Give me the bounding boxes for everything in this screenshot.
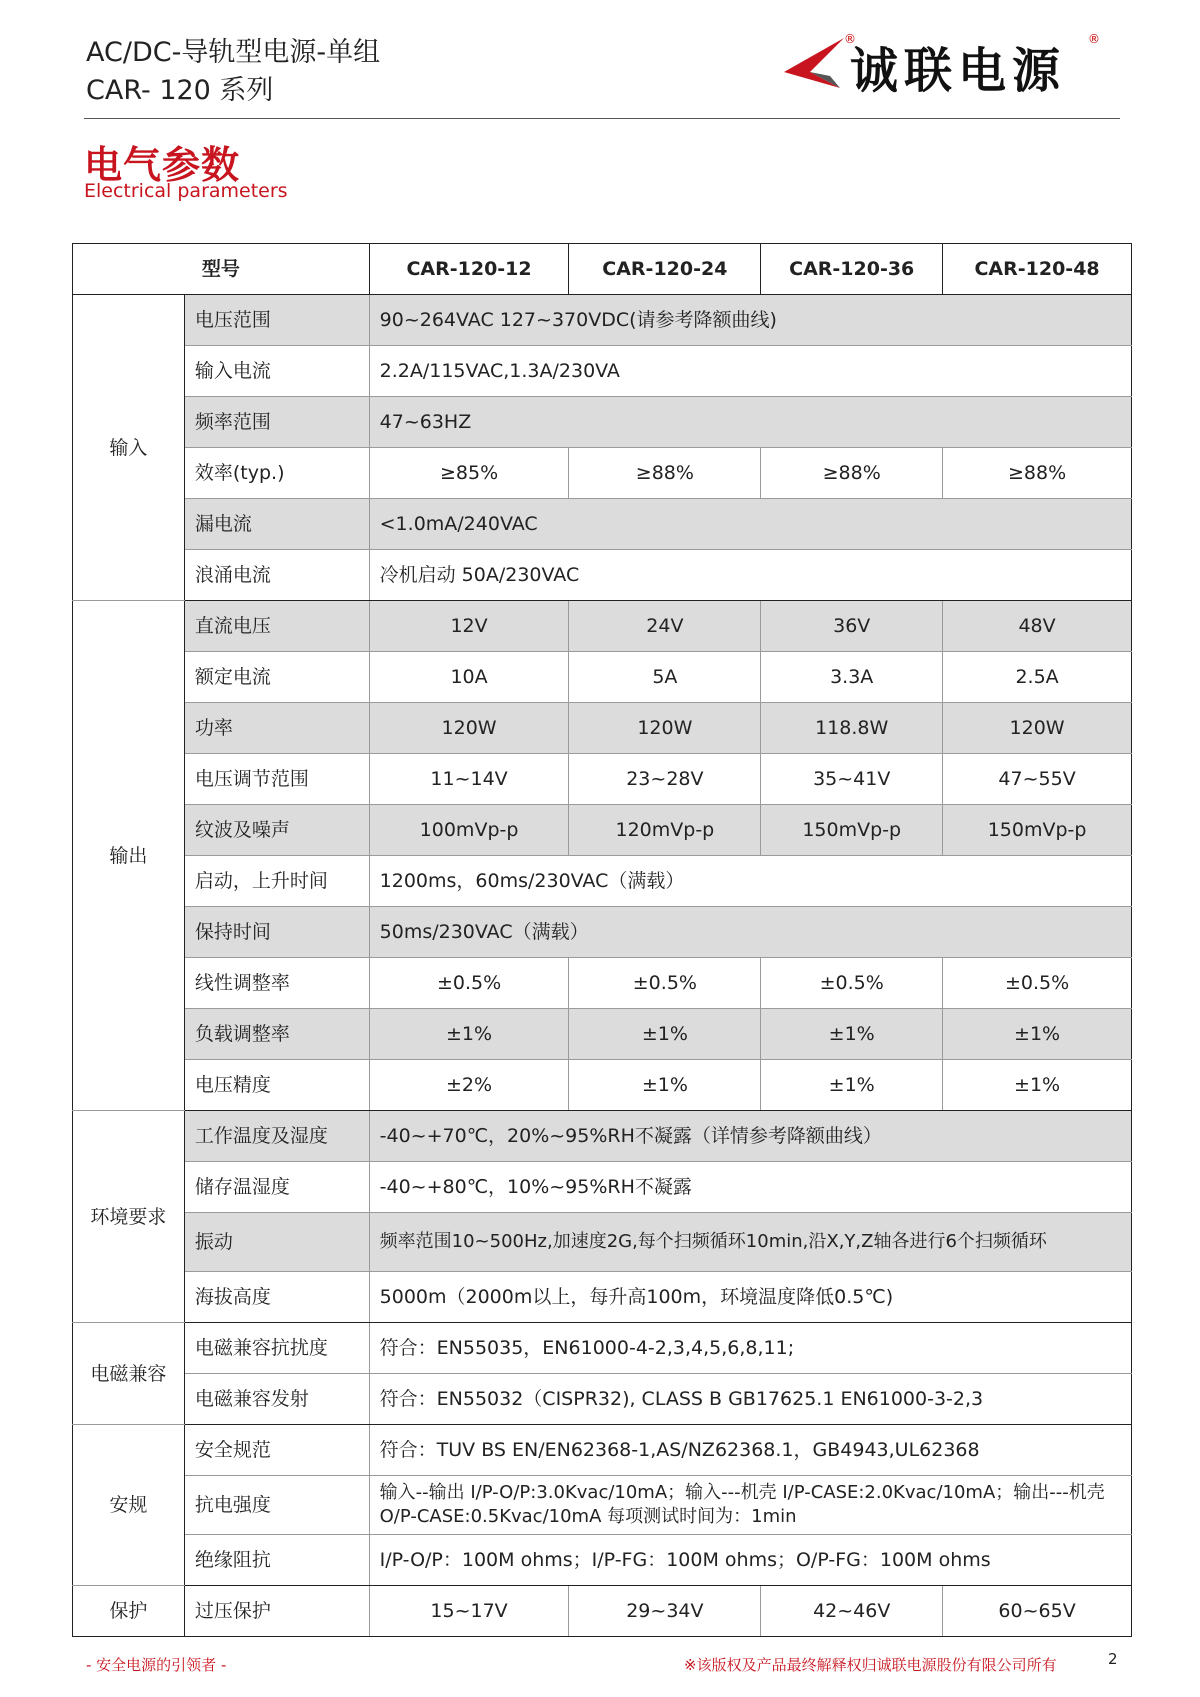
param-label: 效率(typ.) (184, 448, 369, 499)
logo-registered-mark-2: ® (1088, 32, 1100, 46)
param-value: 2.5A (943, 652, 1132, 703)
param-value: 47~63HZ (369, 397, 1131, 448)
param-label: 启动，上升时间 (184, 856, 369, 907)
table-row (73, 397, 1132, 448)
param-value: ±0.5% (943, 958, 1132, 1009)
table-row (73, 346, 1132, 397)
param-value: -40~+70℃，20%~95%RH不凝露（详情参考降额曲线） (369, 1111, 1131, 1162)
title-line-1: AC/DC-导轨型电源-单组 (86, 37, 381, 68)
logo-registered-mark: ® (844, 32, 856, 46)
param-label: 负载调整率 (184, 1009, 369, 1060)
param-value: 120W (369, 703, 569, 754)
param-value: ±0.5% (761, 958, 943, 1009)
param-label: 抗电强度 (184, 1476, 369, 1535)
param-value: ≥88% (761, 448, 943, 499)
param-label: 绝缘阻抗 (184, 1535, 369, 1586)
table-row (73, 1476, 1132, 1535)
param-label: 输入电流 (184, 346, 369, 397)
table-row (73, 856, 1132, 907)
param-value: ±1% (943, 1060, 1132, 1111)
logo-swoosh-icon (780, 36, 850, 96)
param-label: 浪涌电流 (184, 550, 369, 601)
table-row (73, 601, 1132, 652)
param-label: 功率 (184, 703, 369, 754)
footer-copyright: ※该版权及产品最终解释权归诚联电源股份有限公司所有 (684, 1656, 1057, 1674)
table-row (73, 1272, 1132, 1323)
param-value: 150mVp-p (943, 805, 1132, 856)
param-label: 安全规范 (184, 1425, 369, 1476)
param-value: 90~264VAC 127~370VDC(请参考降额曲线) (369, 295, 1131, 346)
header-model: CAR-120-36 (761, 244, 943, 295)
param-label: 保持时间 (184, 907, 369, 958)
header-model-label: 型号 (73, 244, 370, 295)
param-value: 冷机启动 50A/230VAC (369, 550, 1131, 601)
table-row (73, 1425, 1132, 1476)
param-value: 5000m（2000m以上，每升高100m，环境温度降低0.5℃) (369, 1272, 1131, 1323)
param-value: 120W (569, 703, 761, 754)
param-label: 电压精度 (184, 1060, 369, 1111)
param-label: 振动 (184, 1213, 369, 1272)
table-row (73, 907, 1132, 958)
electrical-parameters-table (72, 243, 1132, 1637)
footer-slogan: - 安全电源的引领者 - (86, 1656, 227, 1674)
table-row (73, 805, 1132, 856)
group-output: 输出 (73, 601, 185, 1111)
param-label: 电压调节范围 (184, 754, 369, 805)
param-label: 工作温度及湿度 (184, 1111, 369, 1162)
param-label: 电压范围 (184, 295, 369, 346)
table-row (73, 1060, 1132, 1111)
param-value: 36V (761, 601, 943, 652)
param-value: 15~17V (369, 1586, 569, 1637)
page-number: 2 (1108, 1650, 1118, 1668)
param-value: 12V (369, 601, 569, 652)
header-model: CAR-120-24 (569, 244, 761, 295)
table-row (73, 1323, 1132, 1374)
param-value: 符合：EN55032（CISPR32), CLASS B GB17625.1 EN61000-3-2,3 (369, 1374, 1131, 1425)
param-value: 符合：EN55035，EN61000-4-2,3,4,5,6,8,11; (369, 1323, 1131, 1374)
table-row (73, 448, 1132, 499)
param-value: 100mVp-p (369, 805, 569, 856)
group-protection: 保护 (73, 1586, 185, 1637)
param-value: ±0.5% (369, 958, 569, 1009)
param-value: -40~+80℃，10%~95%RH不凝露 (369, 1162, 1131, 1213)
document-title (86, 34, 380, 110)
param-label: 直流电压 (184, 601, 369, 652)
group-emc: 电磁兼容 (73, 1323, 185, 1425)
param-value: ±0.5% (569, 958, 761, 1009)
table-row (73, 1009, 1132, 1060)
param-value: ±1% (569, 1009, 761, 1060)
param-label: 海拔高度 (184, 1272, 369, 1323)
group-environment: 环境要求 (73, 1111, 185, 1323)
param-label: 过压保护 (184, 1586, 369, 1637)
param-label: 频率范围 (184, 397, 369, 448)
param-value: 11~14V (369, 754, 569, 805)
param-value: 23~28V (569, 754, 761, 805)
param-value: ±1% (369, 1009, 569, 1060)
param-value: 3.3A (761, 652, 943, 703)
param-value: ≥88% (943, 448, 1132, 499)
param-value: ±2% (369, 1060, 569, 1111)
param-value: 5A (569, 652, 761, 703)
group-input: 输入 (73, 295, 185, 601)
param-value: 120W (943, 703, 1132, 754)
table-row (73, 1535, 1132, 1586)
param-value: 42~46V (761, 1586, 943, 1637)
table-row (73, 1111, 1132, 1162)
title-line-2: CAR- 120 系列 (86, 75, 274, 106)
header-model: CAR-120-48 (943, 244, 1132, 295)
param-label: 额定电流 (184, 652, 369, 703)
param-value: ±1% (569, 1060, 761, 1111)
brand-logo (780, 28, 1110, 98)
table-row (73, 958, 1132, 1009)
table-row (73, 703, 1132, 754)
param-label: 电磁兼容发射 (184, 1374, 369, 1425)
param-value: ±1% (761, 1009, 943, 1060)
table-row (73, 1213, 1132, 1272)
param-label: 储存温湿度 (184, 1162, 369, 1213)
table-row (73, 1586, 1132, 1637)
section-title: 电气参数 (84, 143, 241, 187)
param-value: 120mVp-p (569, 805, 761, 856)
table-row (73, 550, 1132, 601)
header-rule (84, 118, 1120, 119)
param-value: 10A (369, 652, 569, 703)
param-value: I/P-O/P：100M ohms；I/P-FG：100M ohms；O/P-FG：100M ohms (369, 1535, 1131, 1586)
param-label: 线性调整率 (184, 958, 369, 1009)
param-value: 符合：TUV BS EN/EN62368-1,AS/NZ62368.1，GB4943,UL62368 (369, 1425, 1131, 1476)
param-label: 漏电流 (184, 499, 369, 550)
param-value: 输入--输出 I/P-O/P:3.0Kvac/10mA；输入---机壳 I/P-CASE:2.0Kvac/10mA；输出---机壳 O/P-CASE:0.5Kvac/10mA 每项测试时间为：1min (369, 1476, 1131, 1535)
param-value: 频率范围10~500Hz,加速度2G,每个扫频循环10min,沿X,Y,Z轴各进行6个扫频循环 (369, 1213, 1131, 1272)
param-value: 50ms/230VAC（满载） (369, 907, 1131, 958)
param-value: 48V (943, 601, 1132, 652)
param-value: 24V (569, 601, 761, 652)
param-value: ±1% (761, 1060, 943, 1111)
section-subtitle: Electrical parameters (84, 180, 288, 202)
table-header-row (73, 244, 1132, 295)
param-value: 29~34V (569, 1586, 761, 1637)
param-label: 电磁兼容抗扰度 (184, 1323, 369, 1374)
param-value: 118.8W (761, 703, 943, 754)
table-row (73, 499, 1132, 550)
param-value: 60~65V (943, 1586, 1132, 1637)
param-value: ±1% (943, 1009, 1132, 1060)
param-value: <1.0mA/240VAC (369, 499, 1131, 550)
group-safety: 安规 (73, 1425, 185, 1586)
param-label: 纹波及噪声 (184, 805, 369, 856)
param-value: ≥88% (569, 448, 761, 499)
header-model: CAR-120-12 (369, 244, 569, 295)
table-row (73, 1162, 1132, 1213)
table-row (73, 754, 1132, 805)
param-value: 35~41V (761, 754, 943, 805)
table-row (73, 1374, 1132, 1425)
logo-text: 诚联电源 (850, 43, 1067, 99)
param-value: 1200ms，60ms/230VAC（满载） (369, 856, 1131, 907)
table-row (73, 652, 1132, 703)
param-value: 47~55V (943, 754, 1132, 805)
param-value: ≥85% (369, 448, 569, 499)
param-value: 2.2A/115VAC,1.3A/230VA (369, 346, 1131, 397)
table-row (73, 295, 1132, 346)
param-value: 150mVp-p (761, 805, 943, 856)
